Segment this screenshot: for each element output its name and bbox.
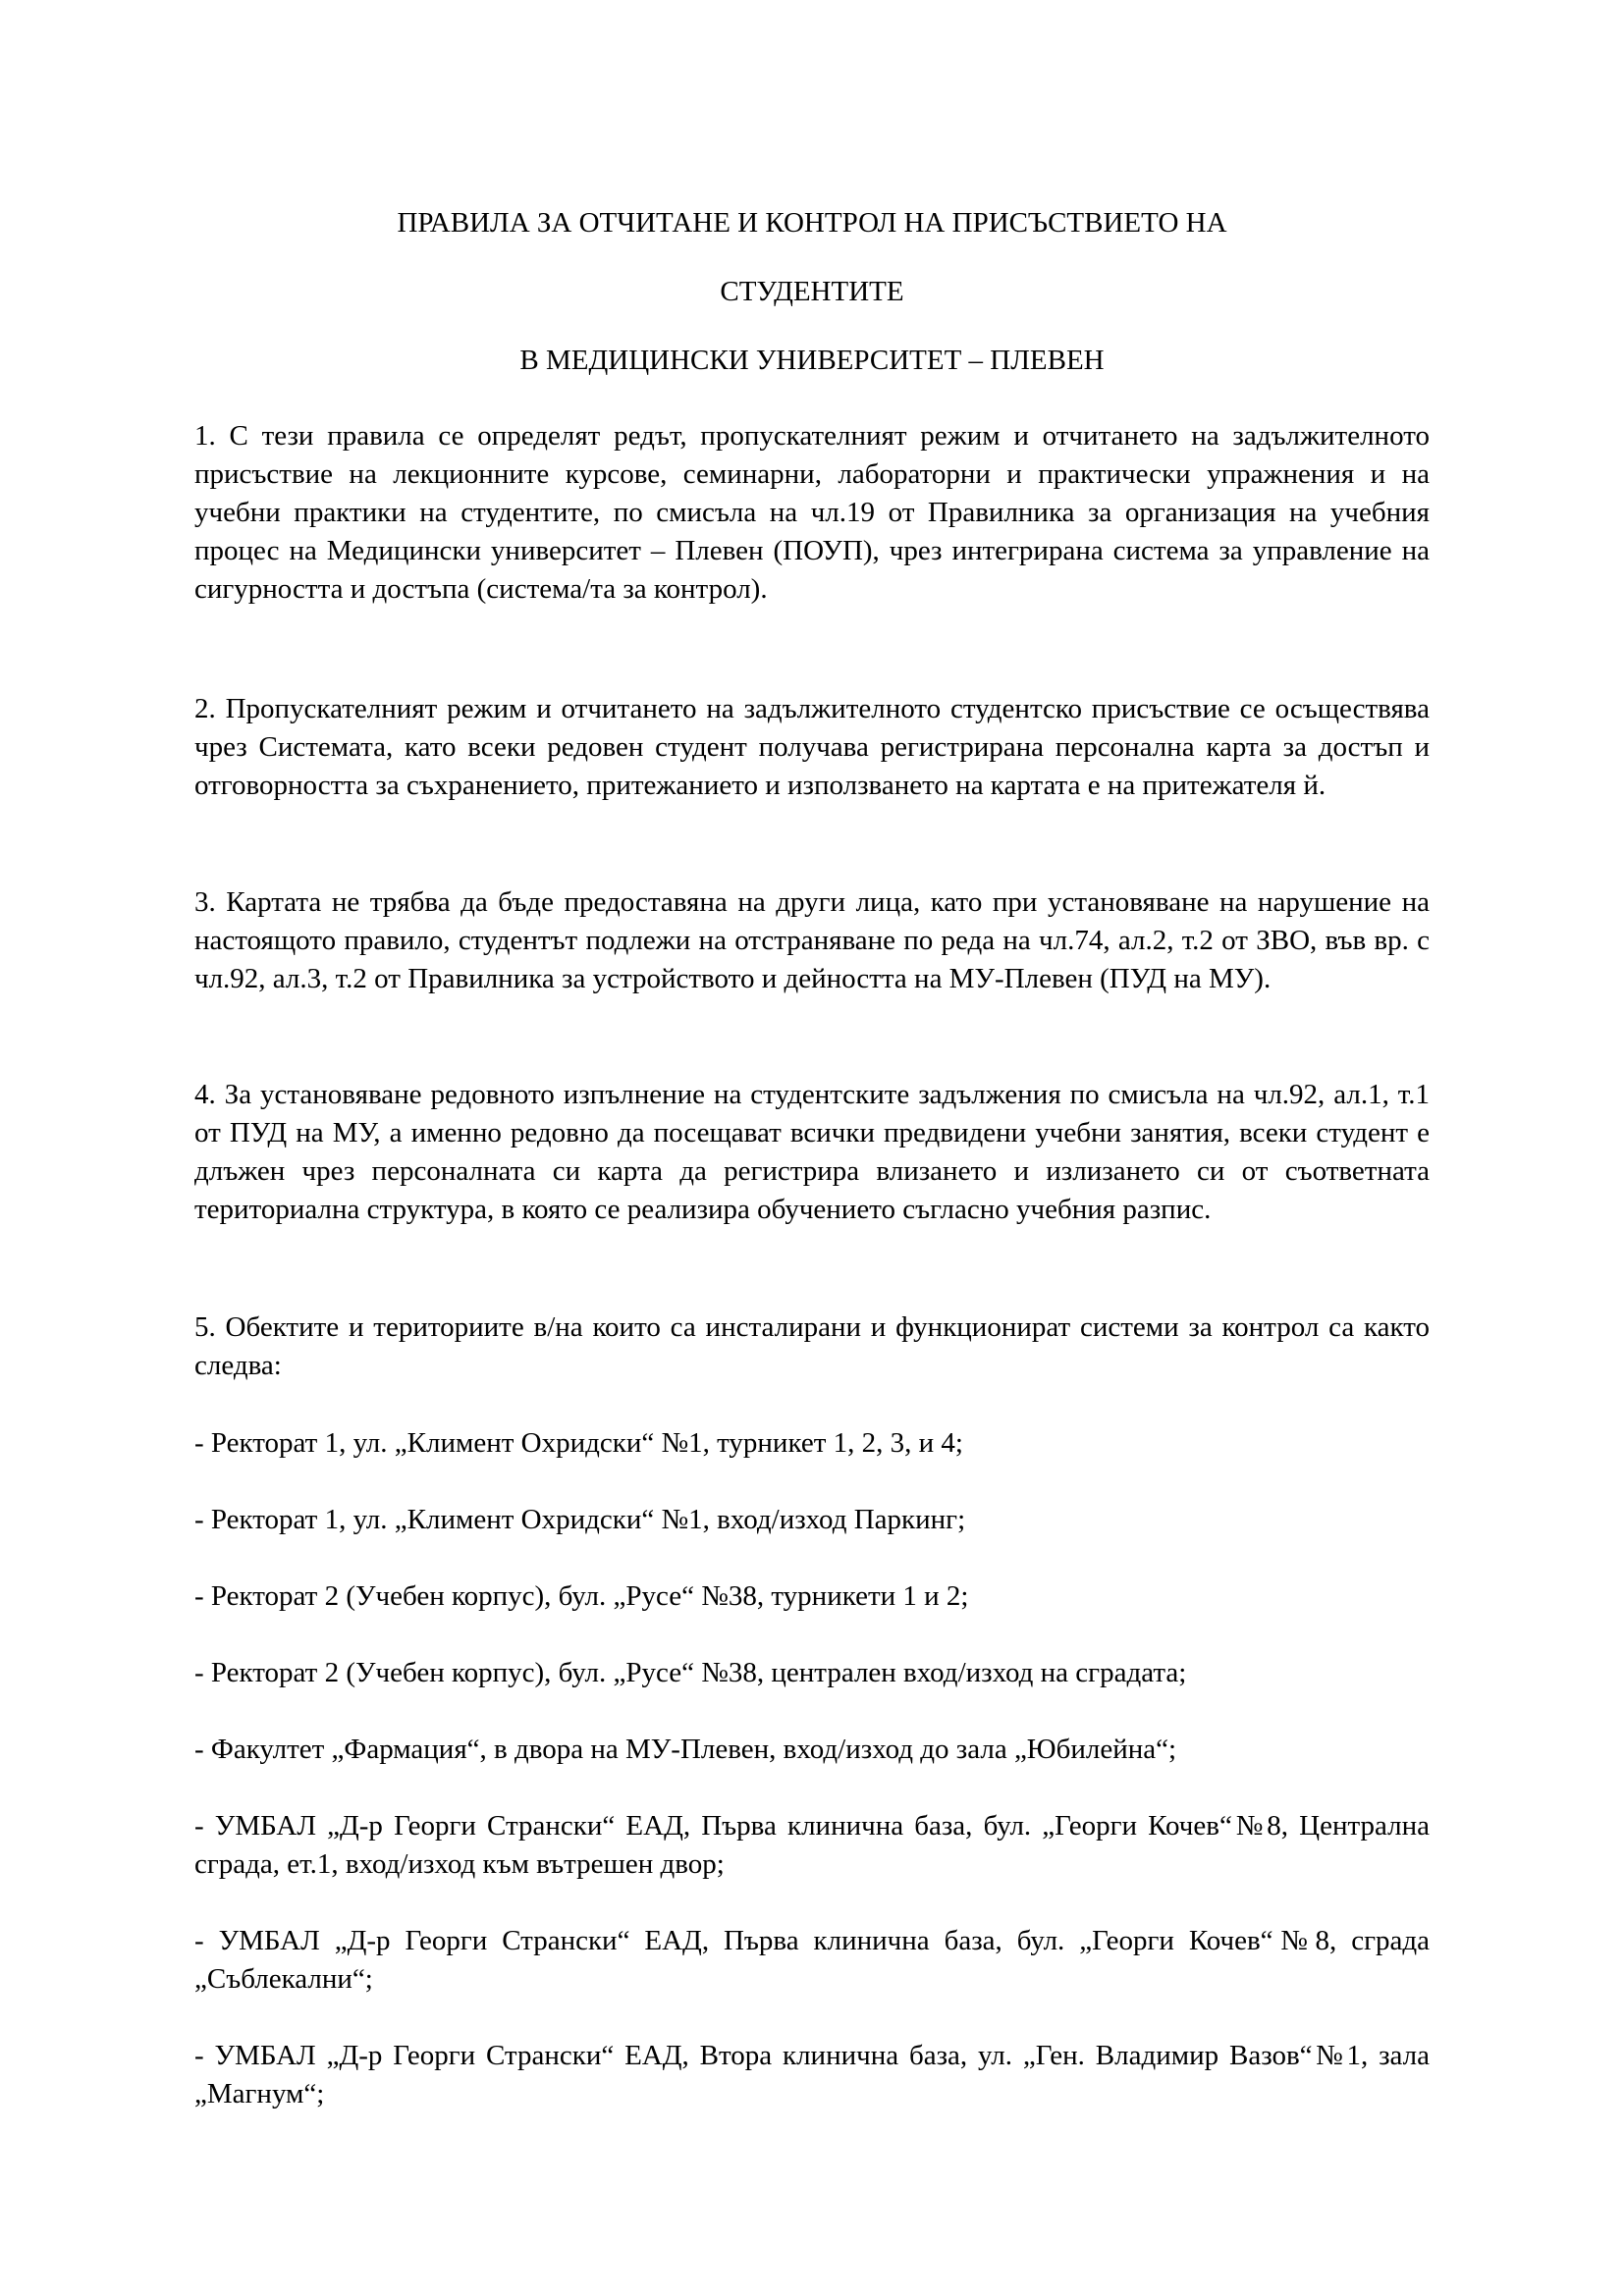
- document-title-line-1: ПРАВИЛА ЗА ОТЧИТАНЕ И КОНТРОЛ НА ПРИСЪСТВИЕТО НА: [397, 207, 1227, 239]
- location-item-5: - Факултет „Фармация“, в двора на МУ-Плевен, вход/изход до зала „Юбилейна“;: [194, 1734, 1177, 1765]
- document-title-line-3: В МЕДИЦИНСКИ УНИВЕРСИТЕТ – ПЛЕВЕН: [519, 345, 1105, 376]
- location-item-4: - Ректорат 2 (Учебен корпус), бул. „Русе“ №38, централен вход/изход на сградата;: [194, 1657, 1187, 1688]
- paragraph-1: 1. С тези правила се определят редът, пропускателният режим и отчитането на задължителното присъствие на лекционните курсове, семинарни, лабораторни и практически упражнения и на учебни практики на студентите, по смисъла на чл.19 от Правилника за организация на учебния процес на Медицински университет – Плевен (ПОУП), чрез интегрирана система за управление на сигурността и достъпа (система/та за контрол).: [194, 420, 1430, 605]
- document-title-line-2: СТУДЕНТИТЕ: [720, 276, 904, 307]
- location-item-1: - Ректорат 1, ул. „Климент Охридски“ №1, турникет 1, 2, 3, и 4;: [194, 1427, 963, 1459]
- paragraph-2: 2. Пропускателният режим и отчитането на задължителното студентско присъствие се осъществява чрез Системата, като всеки редовен студент получава регистрирана персонална карта за достъп и отговорността за съхранението, притежанието и използването на картата е на притежателя й.: [194, 693, 1430, 801]
- location-item-7: - УМБАЛ „Д-р Георги Странски“ ЕАД, Първа клинична база, бул. „Георги Кочев“№8, сграда „Съблекални“;: [194, 1925, 1430, 1995]
- location-item-2: - Ректорат 1, ул. „Климент Охридски“ №1, вход/изход Паркинг;: [194, 1504, 966, 1535]
- location-item-8: - УМБАЛ „Д-р Георги Странски“ ЕАД, Втора клинична база, ул. „Ген. Владимир Вазов“№1, зала „Магнум“;: [194, 2040, 1430, 2109]
- location-item-6: - УМБАЛ „Д-р Георги Странски“ ЕАД, Първа клинична база, бул. „Георги Кочев“№8, Централна сграда, ет.1, вход/изход към вътрешен двор;: [194, 1810, 1430, 1880]
- paragraph-5: 5. Обектите и териториите в/на които са инсталирани и функционират системи за контрол са както следва:: [194, 1311, 1430, 1381]
- location-item-3: - Ректорат 2 (Учебен корпус), бул. „Русе“ №38, турникети 1 и 2;: [194, 1580, 969, 1612]
- paragraph-4: 4. За установяване редовното изпълнение на студентските задължения по смисъла на чл.92, ал.1, т.1 от ПУД на МУ, а именно редовно да посещават всички предвидени учебни занятия, всеки студент е длъжен чрез персоналната си карта да регистрира влизането и излизането си от съответната териториална структура, в която се реализира обучението съгласно учебния разпис.: [194, 1079, 1430, 1225]
- paragraph-3: 3. Картата не трябва да бъде предоставяна на други лица, като при установяване на нарушение на настоящото правило, студентът подлежи на отстраняване по реда на чл.74, ал.2, т.2 от ЗВО, във вр. с чл.92, ал.3, т.2 от Правилника за устройството и дейността на МУ-Плевен (ПУД на МУ).: [194, 886, 1430, 994]
